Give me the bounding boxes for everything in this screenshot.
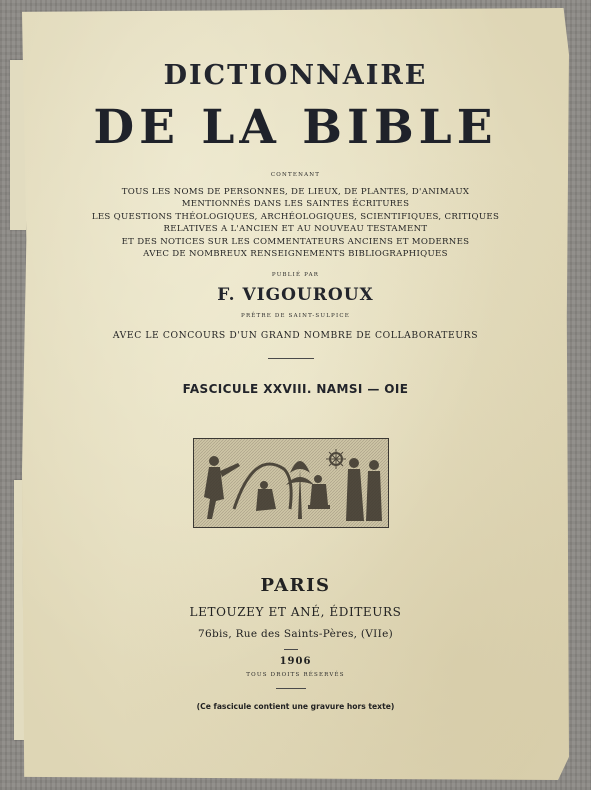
description-line: AVEC DE NOMBREUX RENSEIGNEMENTS BIBLIOGRAPHIQUES — [143, 249, 448, 260]
bottom-rule — [276, 688, 306, 689]
description-line: RELATIVES A L'ANCIEN ET AU NOUVEAU TESTAMENT — [163, 224, 428, 235]
author-name: F. VIGOUROUX — [217, 285, 374, 305]
author-title: PRÊTRE DE SAINT-SULPICE — [241, 313, 350, 319]
description-line: LES QUESTIONS THÉOLOGIQUES, ARCHÉOLOGIQUES, SCIENTIFIQUES, CRITIQUES — [91, 211, 500, 222]
published-by-label: PUBLIÉ PAR — [271, 272, 320, 278]
publisher-address: 76bis, Rue des Saints-Pères, (VIIe) — [197, 628, 393, 640]
divider-rule — [268, 358, 314, 359]
description-line: ET DES NOTICES SUR LES COMMENTATEURS ANCIENS ET MODERNES — [121, 236, 470, 247]
description-line: TOUS LES NOMS DE PERSONNES, DE LIEUX, DE PLANTES, D'ANIMAUX — [121, 187, 470, 197]
title-line-2: DE LA BIBLE — [93, 100, 498, 155]
cylinder-seal-engraving — [193, 438, 389, 528]
engraving-figure — [194, 439, 388, 527]
city-name: PARIS — [260, 575, 331, 596]
rights-reserved: TOUS DROITS RÉSERVÉS — [246, 672, 345, 678]
containing-label: CONTENANT — [270, 172, 321, 178]
fascicule-line: FASCICULE XXVIII. NAMSI — OIE — [182, 382, 409, 396]
publisher-name: LETOUZEY ET ANÉ, ÉDITEURS — [189, 605, 402, 619]
engraving-note: (Ce fascicule contient une gravure hors texte) — [196, 702, 395, 711]
collaborators-line: AVEC LE CONCOURS D'UN GRAND NOMBRE DE COLLABORATEURS — [112, 330, 479, 341]
publication-year: 1906 — [279, 656, 312, 667]
title-line-1: DICTIONNAIRE — [163, 60, 428, 91]
description-block — [0, 186, 591, 260]
short-rule — [284, 649, 298, 650]
description-line: MENTIONNÉS DANS LES SAINTES ÉCRITURES — [181, 199, 410, 210]
